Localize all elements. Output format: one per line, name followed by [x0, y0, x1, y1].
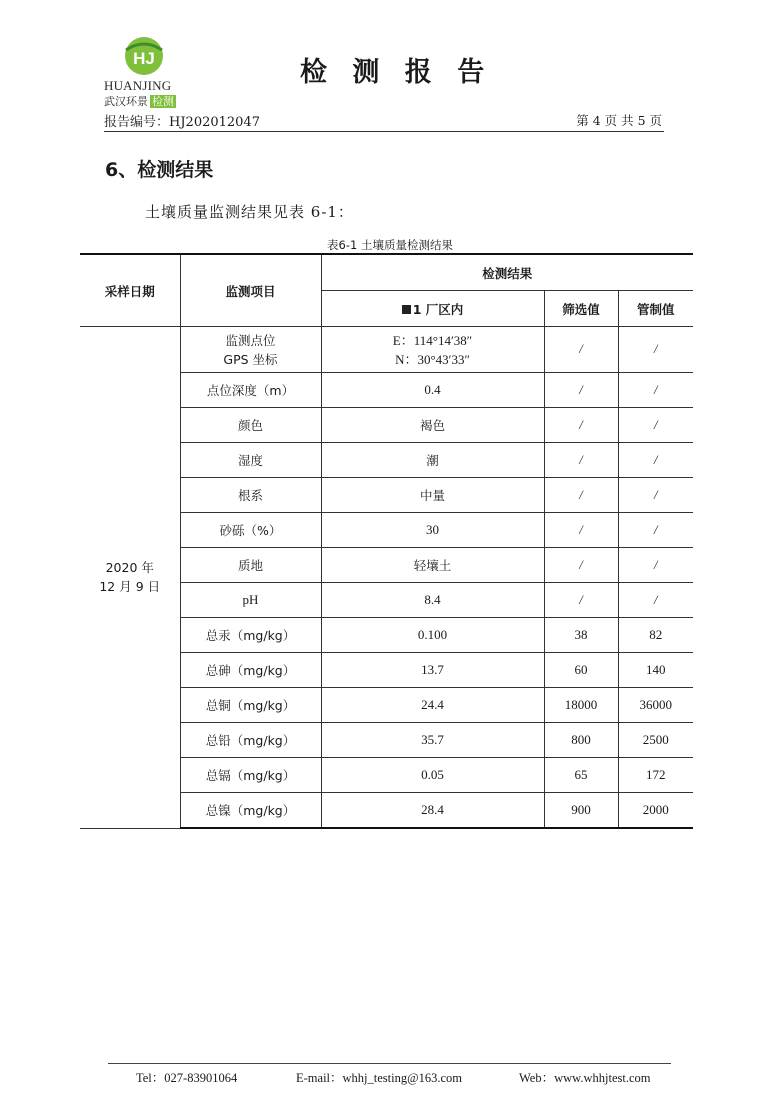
header-divider — [104, 131, 664, 132]
header-date: 采样日期 — [80, 254, 180, 327]
control-cell: 172 — [618, 758, 693, 793]
value-cell: 35.7 — [321, 723, 544, 758]
header-control: 管制值 — [618, 291, 693, 327]
header-screening: 筛选值 — [544, 291, 618, 327]
value-cell: 0.4 — [321, 373, 544, 408]
screening-cell: / — [544, 513, 618, 548]
item-cell: pH — [180, 583, 321, 618]
document-title: 检 测 报 告 — [300, 57, 493, 88]
results-table — [80, 253, 693, 829]
value-cell: 8.4 — [321, 583, 544, 618]
item-cell: 湿度 — [180, 443, 321, 478]
header-results: 检测结果 — [321, 254, 693, 291]
item-cell: 总镉（mg/kg） — [180, 758, 321, 793]
screening-cell: / — [544, 373, 618, 408]
header-item: 监测项目 — [180, 254, 321, 327]
screening-cell: 800 — [544, 723, 618, 758]
screening-cell: / — [544, 548, 618, 583]
control-cell: 36000 — [618, 688, 693, 723]
table-row — [80, 327, 693, 373]
hj-logo-icon — [122, 36, 166, 76]
control-cell: / — [618, 478, 693, 513]
screening-cell: / — [544, 443, 618, 478]
footer-tel: Tel：027-83901064 — [136, 1071, 238, 1085]
screening-cell: / — [544, 327, 618, 373]
value-cell: 0.05 — [321, 758, 544, 793]
control-cell: / — [618, 373, 693, 408]
item-cell: 总砷（mg/kg） — [180, 653, 321, 688]
item-cell: 总铅（mg/kg） — [180, 723, 321, 758]
item-cell: 总镍（mg/kg） — [180, 793, 321, 829]
page-indicator: 第 4 页 共 5 页 — [576, 113, 662, 128]
footer-web: Web：www.whhjtest.com — [519, 1071, 651, 1085]
intro-text: 土壤质量监测结果见表 6-1： — [145, 203, 354, 221]
logo-mark-text: HJ — [133, 49, 155, 68]
screening-cell: 900 — [544, 793, 618, 829]
control-cell: / — [618, 443, 693, 478]
screening-cell: / — [544, 478, 618, 513]
item-cell: 点位深度（m） — [180, 373, 321, 408]
control-cell: 140 — [618, 653, 693, 688]
control-cell: / — [618, 583, 693, 618]
footer-divider — [108, 1063, 671, 1064]
value-cell: 潮 — [321, 443, 544, 478]
control-cell: / — [618, 408, 693, 443]
item-cell: 总汞（mg/kg） — [180, 618, 321, 653]
value-cell: 轻壤土 — [321, 548, 544, 583]
report-number: 报告编号：HJ202012047 — [104, 115, 260, 130]
company-logo — [104, 36, 194, 108]
item-cell: 砂砾（%） — [180, 513, 321, 548]
screening-cell: 18000 — [544, 688, 618, 723]
sampling-date-cell: 2020 年 12 月 9 日 — [80, 327, 180, 829]
item-cell: 颜色 — [180, 408, 321, 443]
control-cell: / — [618, 513, 693, 548]
screening-cell: / — [544, 408, 618, 443]
screening-cell: 38 — [544, 618, 618, 653]
header-site: 1 厂区内 — [321, 291, 544, 327]
screening-cell: 60 — [544, 653, 618, 688]
brand-name-cn: 武汉环景 检测 — [104, 95, 174, 108]
screening-cell: / — [544, 583, 618, 618]
item-cell: 质地 — [180, 548, 321, 583]
value-cell: 0.100 — [321, 618, 544, 653]
brand-name-en: HUANJING — [104, 78, 172, 93]
brand-tag: 检测 — [152, 95, 174, 108]
control-cell: 2500 — [618, 723, 693, 758]
item-cell: 根系 — [180, 478, 321, 513]
control-cell: 82 — [618, 618, 693, 653]
value-cell: 30 — [321, 513, 544, 548]
value-cell: 中量 — [321, 478, 544, 513]
item-cell: 监测点位 GPS 坐标 — [180, 327, 321, 373]
redacted-square-icon — [402, 305, 411, 314]
footer-email: E-mail：whhj_testing@163.com — [296, 1071, 463, 1085]
section-heading: 6、检测结果 — [105, 159, 214, 181]
screening-cell: 65 — [544, 758, 618, 793]
value-cell: 13.7 — [321, 653, 544, 688]
item-cell: 总铜（mg/kg） — [180, 688, 321, 723]
control-cell: 2000 — [618, 793, 693, 829]
control-cell: / — [618, 327, 693, 373]
table-caption: 表6-1 土壤质量检测结果 — [327, 238, 453, 252]
value-cell: E：114°14′38″ N：30°43′33″ — [321, 327, 544, 373]
value-cell: 褐色 — [321, 408, 544, 443]
value-cell: 24.4 — [321, 688, 544, 723]
value-cell: 28.4 — [321, 793, 544, 829]
control-cell: / — [618, 548, 693, 583]
